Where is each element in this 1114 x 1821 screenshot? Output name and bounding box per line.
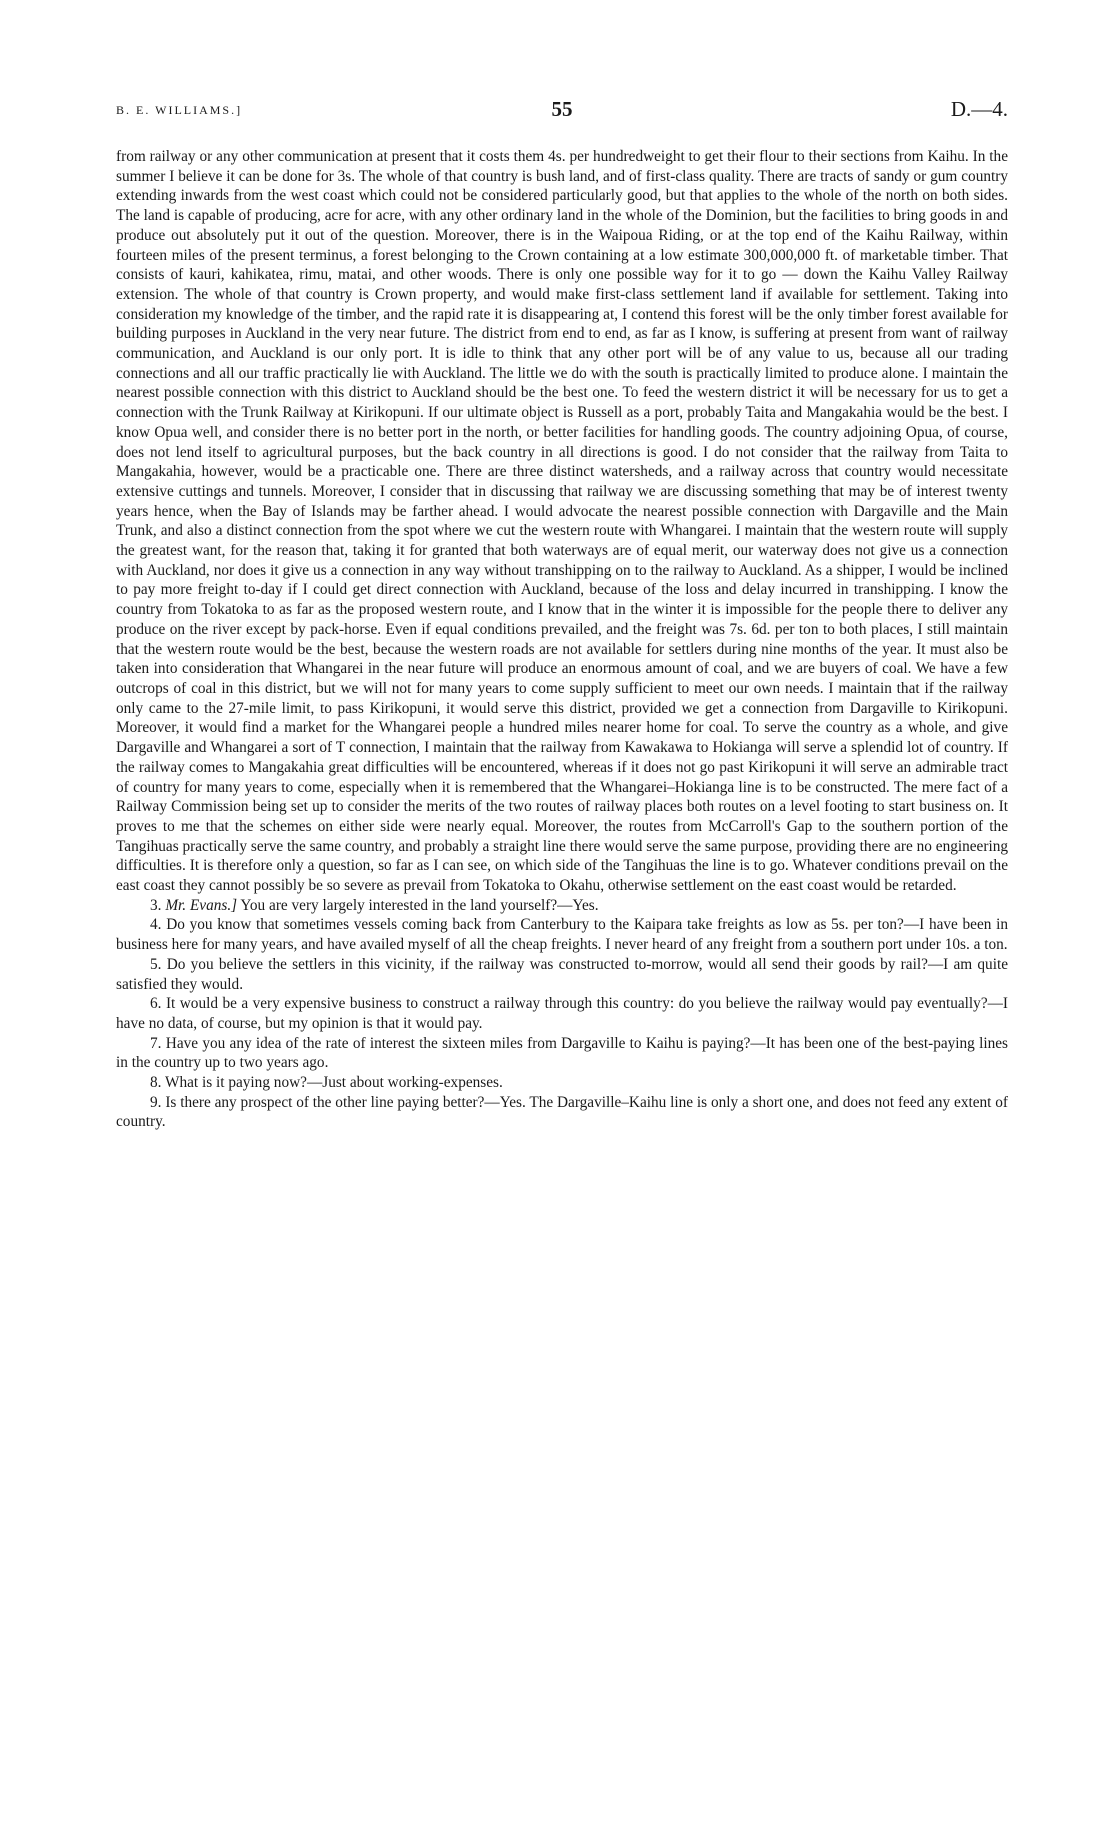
question-number: 6. <box>150 995 162 1013</box>
paragraph-text: Do you know that sometimes vessels coming back from Canterbury to the Kaipara take freights as low as 5s. per ton?—I have been in business here for many years, and have availed myself of all the cheap freights. I never heard of any freight from a southern port under 10s. a ton. <box>116 916 1008 954</box>
witness-name: B. E. WILLIAMS.] <box>116 103 243 117</box>
question-paragraph <box>116 994 1008 1033</box>
body-text <box>116 147 1008 1132</box>
paragraph-text: Have you any idea of the rate of interest the sixteen miles from Dargaville to Kaihu is paying?—It has been one of the best-paying lines in the country up to two years ago. <box>116 1034 1008 1072</box>
paragraph-text: from railway or any other communication at present that it costs them 4s. per hundredweight to get their flour to their sections from Kaihu. In the summer I believe it can be done for 3s. The whole of that country is bush land, and of first-class quality. There are tracts of sandy or gum country extending inwards from the west coast which could not be considered particularly good, but that applies to the whole of the north on both sides. The land is capable of producing, acre for acre, with any other ordinary land in the whole of the Dominion, but the facilities to bring goods in and produce out absolutely put it out of the question. Moreover, there is in the Waipoua Riding, or at the top end of the Kaihu Railway, within fourteen miles of the present terminus, a forest belonging to the Crown containing at a low estimate 300,000,000 ft. of marketable timber. That consists of kauri, kahikatea, rimu, matai, and other woods. There is only one possible way for it to go — down the Kaihu Valley Railway extension. The whole of that country is Crown property, and would make first-class settlement land if available for settlement. Taking into consideration my knowledge of the timber, and the rapid rate it is disappearing at, I contend this forest will be the only timber forest available for building purposes in Auckland in the very near future. The district from end to end, as far as I know, is suffering at present from want of railway communication, and Auckland is our only port. It is idle to think that any other port will be of any value to us, because all our trading connections and all our traffic practically lie with Auckland. The little we do with the south is practically limited to produce alone. I maintain the nearest possible connection with this district to Auckland should be the best one. To feed the western district it will be necessary for us to get a connection with the Trunk Railway at Kirikopuni. If our ultimate object is Russell as a port, probably Taita and Mangakahia would be the best. I know Opua well, and consider there is no better port in the north, or better facilities for handling goods. The country adjoining Opua, of course, does not lend itself to agricultural purposes, but the back country in all directions is good. I do not consider that the railway from Taita to Mangakahia, however, would be a practicable one. There are three distinct watersheds, and a railway across that country would necessitate extensive cuttings and tunnels. Moreover, I consider that in discussing that railway we are discussing something that may be of interest twenty years hence, when the Bay of Islands may be farther ahead. I would advocate the nearest possible connection with Dargaville and the Main Trunk, and also a distinct connection from the spot where we cut the western route with Whangarei. I maintain that the western route will supply the greatest want, for the reason that, taking it for granted that both waterways are of equal merit, our waterway does not give us a connection with Auckland, nor does it give us a connection in any way without transhipping on to the railway to Auckland. As a shipper, I would be inclined to pay more freight to-day if I could get direct connection with Auckland, because of the loss and delay incurred in transhipping. I know the country from Tokatoka to as far as the proposed western route, and I know that in the winter it is impossible for the people there to deliver any produce on the river except by pack-horse. Even if equal conditions prevailed, and the freight was 7s. 6d. per ton to both places, I still maintain that the western route would be the best, because the western roads are not available for settlers during nine months of the year. It must also be taken into consideration that Whangarei in the near future will produce an enormous amount of coal, and we are buyers of coal. We have a few outcrops of coal in this district, but we will not for many years to come supply sufficient to meet our own needs. I maintain that if the railway only came to the 27-mile limit, to pass Kirikopuni, it would serve this district, provided we get a connection from Dargaville to Kirikopuni. Moreover, it would find a market for the Whangarei people a hundred miles nearer home for coal. To serve the country as a whole, and give Dargaville and Whangarei a sort of T connection, I maintain that the railway from Kawakawa to Hokianga will serve a splendid lot of country. If the railway comes to Mangakahia great difficulties will be encountered, whereas if it does not go past Kirikopuni it will serve an admirable tract of country for many years to come, especially when it is remembered that the Whangarei–Hokianga line is to be constructed. The mere fact of a Railway Commission being set up to consider the merits of the two routes of railway places both routes on a level footing to start business on. It proves to me that the schemes on either side were nearly equal. Moreover, the routes from McCarroll's Gap to the southern portion of the Tangihuas practically serve the same country, and probably a straight line there would serve the same purpose, providing there are no engineering difficulties. It is therefore only a question, so far as I can see, on which side of the Tangihuas the line is to go. Whatever conditions prevail on the east coast they cannot possibly be so severe as prevail from Tokatoka to Okahu, otherwise settlement on the east coast would be retarded. <box>116 148 1008 895</box>
speaker-label: Mr. Evans.] <box>165 896 238 914</box>
question-paragraph <box>116 1073 1008 1093</box>
question-number: 5. <box>150 955 162 973</box>
paragraph-text: What is it paying now?—Just about working-expenses. <box>165 1074 503 1092</box>
question-paragraph <box>116 955 1008 994</box>
paragraph-text: It would be a very expensive business to construct a railway through this country: do you believe the railway would pay eventually?—I have no data, of course, but my opinion is that it would pay. <box>116 995 1009 1032</box>
question-paragraph <box>116 915 1008 954</box>
document-code: D.—4. <box>950 97 1008 121</box>
question-number: 4. <box>150 916 162 934</box>
question-number: 9. <box>150 1093 162 1111</box>
paragraph-text: You are very largely interested in the land yourself?—Yes. <box>240 896 599 914</box>
page-number: 55 <box>551 97 573 121</box>
question-number: 7. <box>150 1034 162 1052</box>
question-paragraph <box>116 1093 1008 1132</box>
question-paragraph <box>116 1034 1008 1073</box>
paragraph-text: Is there any prospect of the other line paying better?—Yes. The Dargaville–Kaihu line is only a short one, and does not feed any extent of country. <box>116 1093 1009 1131</box>
paragraph-text: Do you believe the settlers in this vicinity, if the railway was constructed to-morrow, would all send their goods by rail?—I am quite satisfied they would. <box>116 955 1008 993</box>
question-paragraph <box>116 896 1008 916</box>
question-number: 8. <box>150 1074 162 1092</box>
paragraph-continuation <box>116 147 1008 896</box>
running-head <box>116 97 1008 123</box>
question-number: 3. <box>150 896 162 914</box>
